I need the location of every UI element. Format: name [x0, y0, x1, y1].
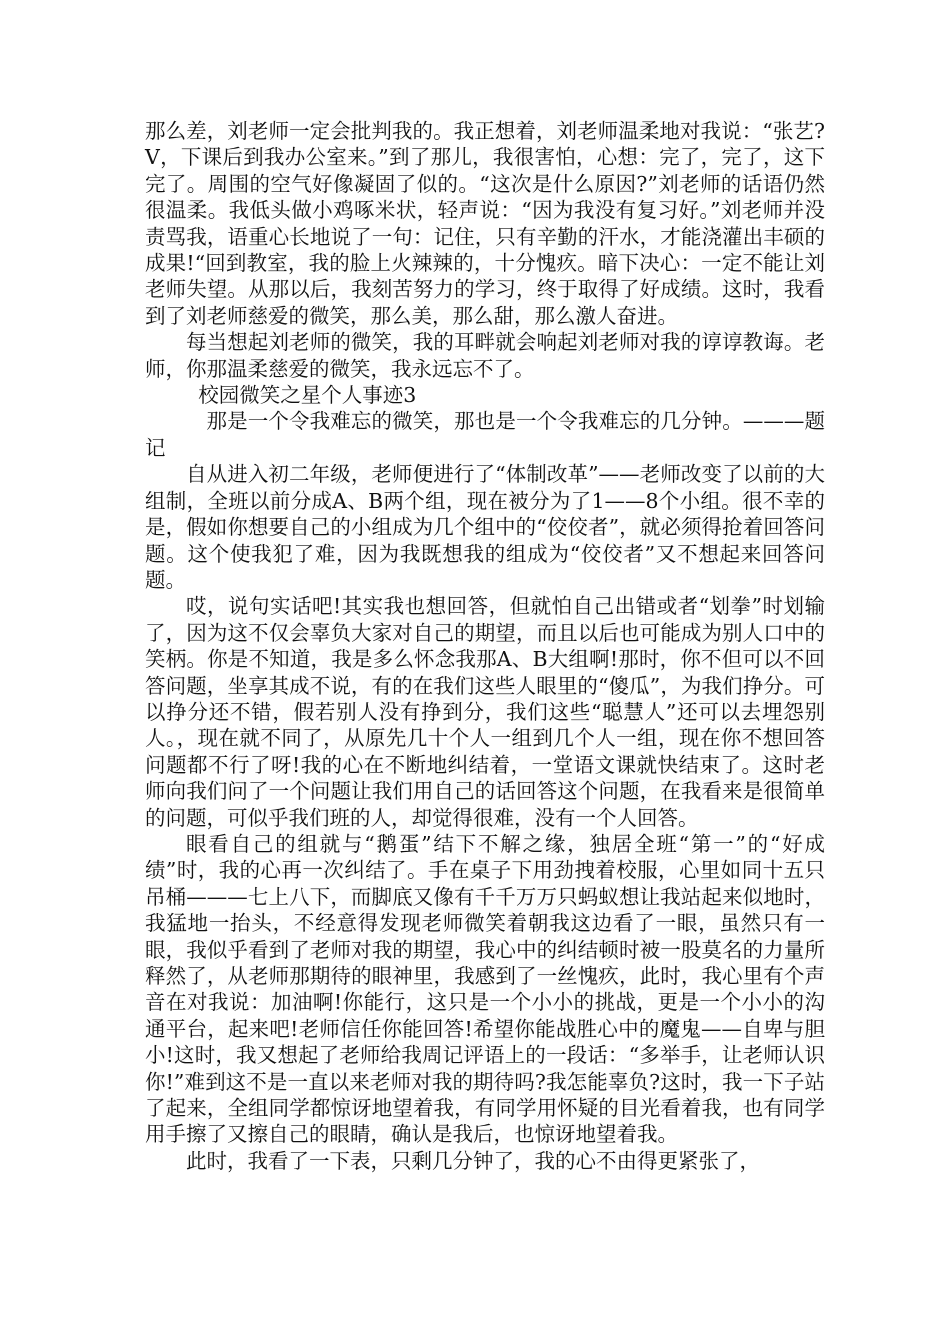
paragraph-2: 每当想起刘老师的微笑，我的耳畔就会响起刘老师对我的谆谆教诲。老师，你那温柔慈爱的微笑，我永远忘不了。 — [145, 330, 825, 381]
epigraph: 那是一个令我难忘的微笑，那也是一个令我难忘的几分钟。———题记 — [145, 409, 825, 460]
section-heading: 校园微笑之星个人事迹3 — [198, 383, 417, 408]
paragraph-6: 此时，我看了一下表，只剩几分钟了，我的心不由得更紧张了， — [186, 1148, 760, 1173]
paragraph-1: 那么差，刘老师一定会批判我的。我正想着，刘老师温柔地对我说：“张艺?V，下课后到我办公室来。”到了那儿，我很害怕，心想：完了，完了，这下完了。周围的空气好像凝固了似的。“这次是什么原因?”刘老师的话语仍然很温柔。我低头做小鸡啄米状，轻声说：“因为我没有复习好。”刘老师并没责骂我，语重心长地说了一句：记住，只有辛勤的汗水，才能浇灌出丰硕的成果!“回到教室，我的脸上火辣辣的，十分愧疚。暗下决心：一定不能让刘老师失望。从那以后，我刻苦努力的学习，终于取得了好成绩。这时，我看到了刘老师慈爱的微笑，那么美，那么甜，那么激人奋进。 — [145, 119, 825, 328]
paragraph-5: 眼看自己的组就与“鹅蛋”结下不解之缘，独居全班“第一”的“好成绩”时，我的心再一次纠结了。手在桌子下用劲拽着校服，心里如同十五只吊桶———七上八下，而脚底又像有千千万万只蚂蚁想让我站起来似地时，我猛地一抬头，不经意得发现老师微笑着朝我这边看了一眼，虽然只有一眼，我似乎看到了老师对我的期望，我心中的纠结顿时被一股莫名的力量所释然了，从老师那期待的眼神里，我感到了一丝愧疚，此时，我心里有个声音在对我说：加油啊!你能行，这只是一个小小的挑战，更是一个小小的沟通平台，起来吧!老师信任你能回答!希望你能战胜心中的魔鬼——自卑与胆小!这时，我又想起了老师给我周记评语上的一段话：“多举手，让老师认识你!”难到这不是一直以来老师对我的期待吗?我怎能辜负?这时，我一下子站了起来，全组同学都惊讶地望着我，有同学用怀疑的目光看着我，也有同学用手擦了又擦自己的眼睛，确认是我后，也惊讶地望着我。 — [145, 831, 825, 1147]
paragraph-3: 自从进入初二年级，老师便进行了“体制改革”——老师改变了以前的大组制，全班以前分成A、B两个组，现在被分为了1——8个小组。很不幸的是，假如你想要自己的小组成为几个组中的“佼佼者”，就必须得抢着回答问题。这个使我犯了难，因为我既想我的组成为“佼佼者”又不想起来回答问题。 — [145, 462, 825, 592]
document-page — [145, 118, 825, 1174]
paragraph-4: 哎，说句实话吧!其实我也想回答，但就怕自己出错或者“划拳”时划输了，因为这不仅会辜负大家对自己的期望，而且以后也可能成为别人口中的笑柄。你是不知道，我是多么怀念我那A、B大组啊!那时，你不但可以不回答问题，坐享其成不说，有的在我们这些人眼里的“傻瓜”，为我们挣分。可以挣分还不错，假若别人没有挣到分，我们这些“聪慧人”还可以去埋怨别人。，现在就不同了，从原先几十个人一组到几个人一组，现在你不想回答问题都不行了呀!我的心在不断地纠结着，一堂语文课就快结束了。这时老师向我们问了一个问题让我们用自己的话回答这个问题，在我看来是很简单的问题，可似乎我们班的人，却觉得很难，没有一个人回答。 — [145, 594, 825, 830]
